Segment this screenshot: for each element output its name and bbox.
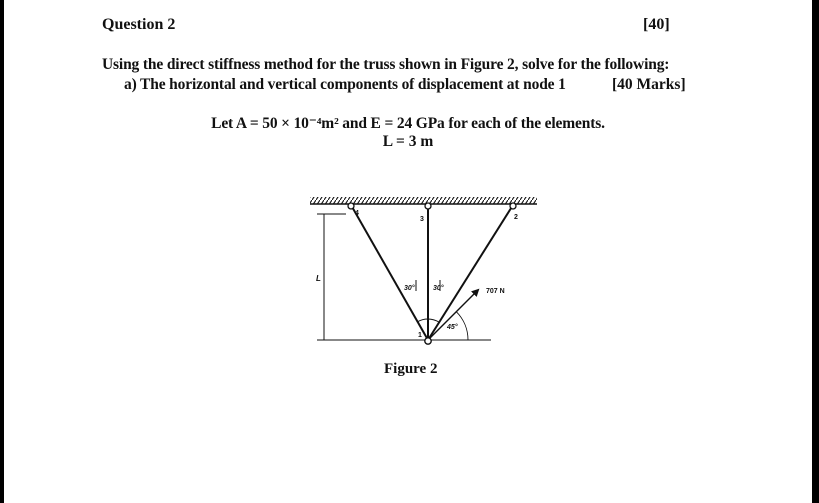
node-label-1: 1 xyxy=(418,332,422,339)
pin-support-3 xyxy=(425,203,431,209)
dimension-label-l: L xyxy=(316,274,321,283)
fixed-support-hatch xyxy=(310,197,537,204)
load-label: 707 N xyxy=(486,288,505,295)
truss-figure xyxy=(300,188,550,353)
part-a-marks: [40 Marks] xyxy=(612,76,686,93)
load-angle-label: 45° xyxy=(447,324,458,331)
angle-arc-right xyxy=(428,319,439,322)
pin-support-4 xyxy=(348,203,354,209)
node-1 xyxy=(425,338,431,344)
question-title: Question 2 xyxy=(102,16,176,33)
given-length: L = 3 m xyxy=(382,133,434,150)
angle-label-left: 30° xyxy=(404,285,415,292)
question-marks: [40] xyxy=(643,16,670,33)
member-2 xyxy=(428,205,513,340)
load-arrow xyxy=(428,290,478,340)
document-page xyxy=(4,0,812,503)
angle-arc-left xyxy=(418,319,429,322)
pin-support-2 xyxy=(510,203,516,209)
element-label-3: 3 xyxy=(420,216,424,223)
angle-label-right: 30° xyxy=(433,285,444,292)
member-4 xyxy=(351,205,428,340)
figure-caption: Figure 2 xyxy=(384,361,438,377)
element-label-4: 4 xyxy=(355,210,359,217)
given-values: Let A = 50 × 10⁻⁴m² and E = 24 GPa for each of the elements. xyxy=(211,115,605,132)
instruction-text: Using the direct stiffness method for the truss shown in Figure 2, solve for the following: xyxy=(102,56,670,73)
load-angle-arc xyxy=(456,312,468,340)
element-label-2: 2 xyxy=(514,214,518,221)
part-a-text: a) The horizontal and vertical components of displacement at node 1 xyxy=(124,76,566,93)
